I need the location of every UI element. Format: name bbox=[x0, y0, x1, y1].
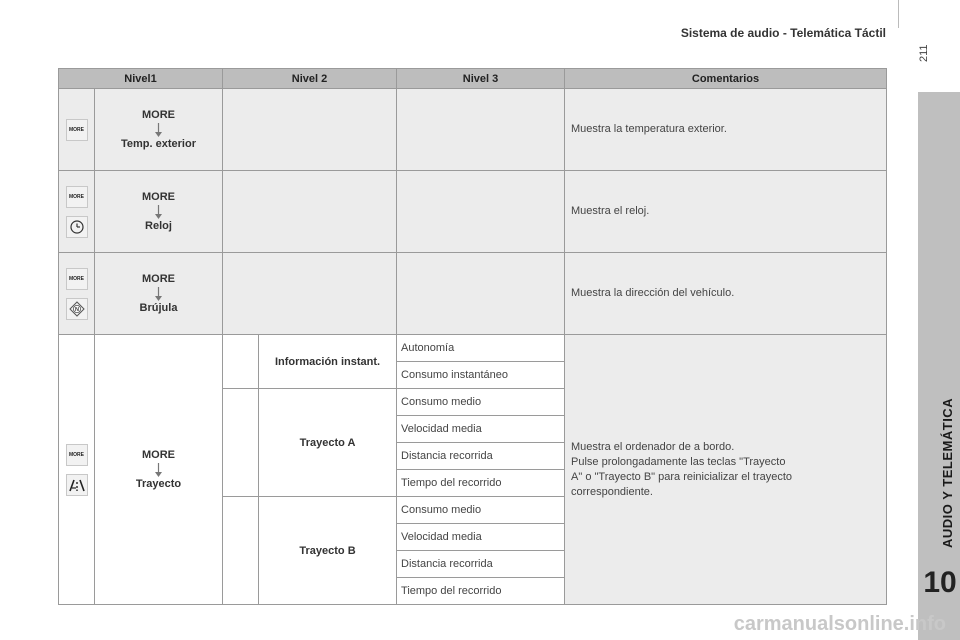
level3-item: Consumo medio bbox=[397, 389, 565, 416]
more-icon: MORE bbox=[66, 186, 88, 208]
chapter-title: AUDIO Y TELEMÁTICA bbox=[940, 397, 955, 548]
icon-cell bbox=[59, 253, 95, 335]
trip-icon bbox=[66, 474, 88, 496]
header-nivel3: Nivel 3 bbox=[397, 69, 565, 89]
level3-item: Distancia recorrida bbox=[397, 443, 565, 470]
comment-cell: Muestra la dirección del vehículo. bbox=[565, 253, 887, 335]
table-row bbox=[59, 89, 887, 171]
level2-label: Trayecto A bbox=[259, 389, 397, 497]
level2-label: Información instant. bbox=[259, 335, 397, 389]
clock-icon bbox=[66, 216, 88, 238]
top-divider bbox=[898, 0, 899, 28]
path-from-label: MORE bbox=[142, 190, 175, 203]
path-from-label: MORE bbox=[142, 272, 175, 285]
page-number: 211 bbox=[918, 44, 930, 62]
svg-text:N: N bbox=[74, 306, 79, 313]
comment-cell: Muestra el reloj. bbox=[565, 171, 887, 253]
watermark: carmanualsonline.info bbox=[733, 613, 946, 635]
path-to-label: Brújula bbox=[139, 301, 178, 314]
table-row bbox=[59, 253, 887, 335]
path-to-label: Temp. exterior bbox=[121, 137, 196, 150]
level3-item: Velocidad media bbox=[397, 416, 565, 443]
icon-cell bbox=[59, 171, 95, 253]
level3-item: Consumo instantáneo bbox=[397, 362, 565, 389]
icon-cell bbox=[59, 335, 95, 605]
chapter-side-tab bbox=[918, 92, 960, 640]
comment-line: Pulse prolongadamente las teclas "Trayecto bbox=[571, 455, 786, 468]
header-comentarios: Comentarios bbox=[565, 69, 887, 89]
comment-line: A" o "Trayecto B" para reinicializar el trayecto bbox=[571, 470, 793, 483]
header-nivel2: Nivel 2 bbox=[223, 69, 397, 89]
menu-path bbox=[95, 253, 223, 335]
level3-item: Velocidad media bbox=[397, 524, 565, 551]
menu-table bbox=[58, 68, 887, 605]
level3-item: Autonomía bbox=[397, 335, 565, 362]
header-nivel1: Nivel1 bbox=[59, 69, 223, 89]
path-from-label: MORE bbox=[142, 448, 175, 461]
path-to-label: Trayecto bbox=[135, 477, 182, 490]
menu-path bbox=[95, 89, 223, 171]
compass-icon bbox=[66, 298, 88, 320]
chapter-number: 10 bbox=[923, 566, 957, 599]
arrow-down-icon bbox=[154, 287, 163, 301]
table-header-row bbox=[59, 69, 887, 89]
table-row bbox=[59, 335, 887, 362]
level3-item: Consumo medio bbox=[397, 497, 565, 524]
level3-item: Tiempo del recorrido bbox=[397, 578, 565, 605]
level3-item: Distancia recorrida bbox=[397, 551, 565, 578]
comment-line: correspondiente. bbox=[571, 485, 653, 498]
level3-item: Tiempo del recorrido bbox=[397, 470, 565, 497]
menu-path bbox=[95, 335, 223, 605]
arrow-down-icon bbox=[154, 205, 163, 219]
menu-path bbox=[95, 171, 223, 253]
arrow-down-icon bbox=[154, 463, 163, 477]
icon-cell bbox=[59, 89, 95, 171]
page-header: Sistema de audio - Telemática Táctil bbox=[680, 26, 886, 40]
comment-cell bbox=[565, 335, 887, 605]
comment-line: Muestra el ordenador de a bordo. bbox=[571, 440, 735, 453]
more-icon: MORE bbox=[66, 119, 88, 141]
more-icon: MORE bbox=[66, 444, 88, 466]
path-from-label: MORE bbox=[142, 108, 175, 121]
path-to-label: Reloj bbox=[145, 219, 172, 232]
table-row bbox=[59, 171, 887, 253]
more-icon: MORE bbox=[66, 268, 88, 290]
level2-label: Trayecto B bbox=[259, 497, 397, 605]
arrow-down-icon bbox=[154, 123, 163, 137]
comment-cell: Muestra la temperatura exterior. bbox=[565, 89, 887, 171]
